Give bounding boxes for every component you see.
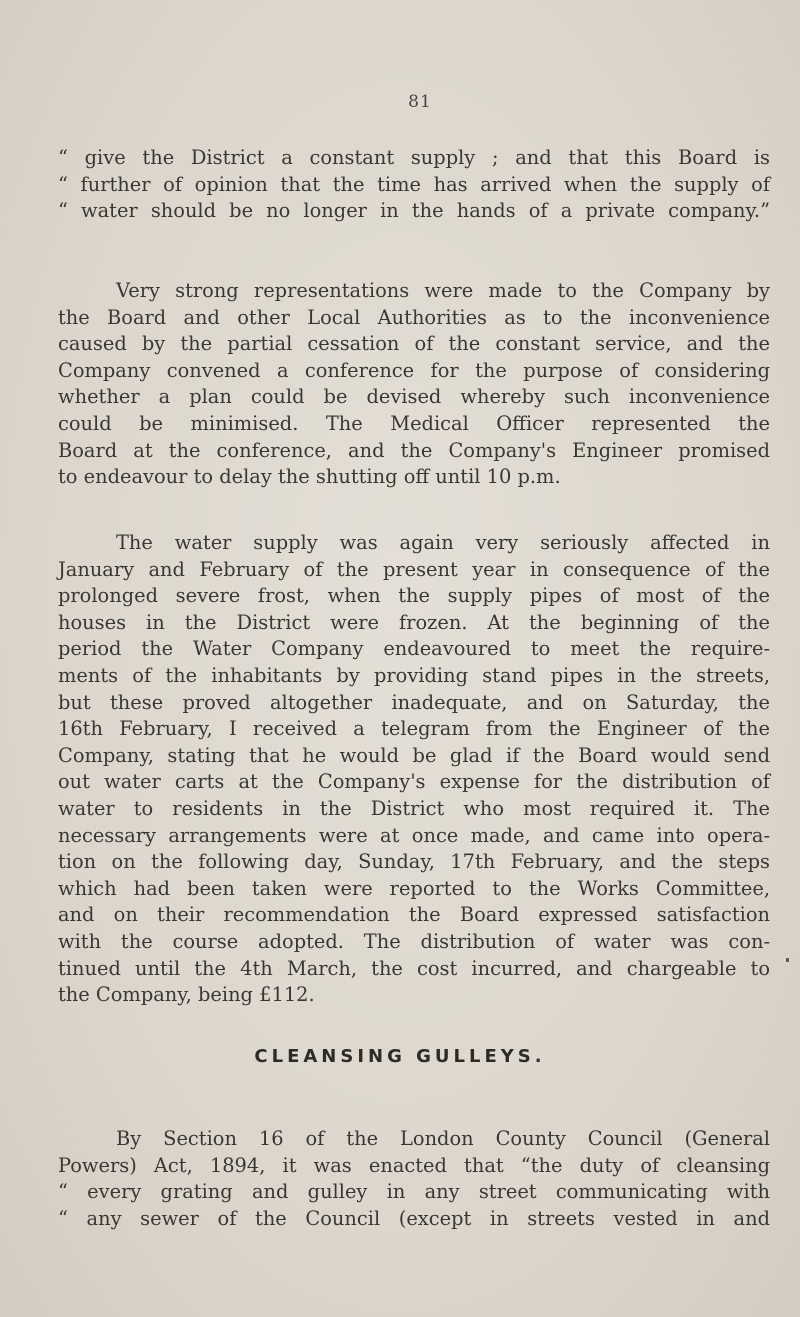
text-line: “ every grating and gulley in any street communicating with: [58, 1180, 770, 1204]
text-line: Very strong representations were made to the Company by: [116, 279, 770, 302]
text-line: necessary arrangements were at once made, and came into opera-: [58, 823, 770, 847]
text-line: and on their recommendation the Board expressed satisfaction: [58, 903, 770, 927]
text-line: “ any sewer of the Council (except in streets vested in and: [58, 1206, 770, 1230]
text-line: January and February of the present year in consequence of the: [58, 557, 770, 581]
text-line: ments of the inhabitants by providing stand pipes in the streets,: [58, 663, 770, 687]
text-line: could be minimised. The Medical Officer represented the: [58, 411, 770, 435]
quote-paragraph: [58, 145, 770, 225]
text-line: prolonged severe frost, when the supply pipes of most of the: [58, 584, 770, 608]
text-line: to endeavour to delay the shutting off until 10 p.m.: [58, 465, 561, 489]
ink-speck: [786, 958, 789, 962]
representations-paragraph: [58, 278, 770, 491]
text-line: houses in the District were frozen. At the beginning of the: [58, 610, 770, 634]
text-line: Company convened a conference for the purpose of considering: [58, 358, 770, 382]
water-supply-paragraph: [58, 530, 770, 1009]
text-line: caused by the partial cessation of the constant service, and the: [58, 332, 770, 356]
text-line: period the Water Company endeavoured to meet the require-: [58, 637, 770, 661]
text-line: 16th February, I received a telegram from the Engineer of the: [58, 717, 770, 741]
text-line: out water carts at the Company's expense for the distribution of: [58, 770, 770, 794]
text-line: Board at the conference, and the Company's Engineer promised: [58, 438, 770, 462]
text-line: the Board and other Local Authorities as to the inconvenience: [58, 305, 770, 329]
text-line: “ give the District a constant supply ; and that this Board is: [58, 146, 770, 169]
text-line: water to residents in the District who most required it. The: [58, 796, 770, 820]
section-paragraph: [58, 1126, 770, 1232]
text-line: tion on the following day, Sunday, 17th February, and the steps: [58, 850, 770, 874]
text-line: By Section 16 of the London County Council (General: [116, 1127, 770, 1150]
text-line: tinued until the 4th March, the cost incurred, and chargeable to: [58, 956, 770, 980]
text-line: Powers) Act, 1894, it was enacted that “the duty of cleansing: [58, 1153, 770, 1177]
text-line: Company, stating that he would be glad if the Board would send: [58, 743, 770, 767]
section-heading: CLEANSING GULLEYS.: [254, 1046, 546, 1067]
text-line: The water supply was again very seriously affected in: [116, 531, 770, 554]
text-line: whether a plan could be devised whereby such inconvenience: [58, 385, 770, 409]
text-line: “ water should be no longer in the hands of a private company.”: [58, 199, 770, 223]
text-line: which had been taken were reported to the Works Committee,: [58, 876, 770, 900]
text-line: but these proved altogether inadequate, and on Saturday, the: [58, 690, 770, 714]
page-number: 81: [408, 92, 432, 112]
text-line: with the course adopted. The distribution of water was con-: [58, 929, 770, 953]
text-line: “ further of opinion that the time has arrived when the supply of: [58, 172, 770, 196]
text-line: the Company, being £112.: [58, 983, 315, 1007]
